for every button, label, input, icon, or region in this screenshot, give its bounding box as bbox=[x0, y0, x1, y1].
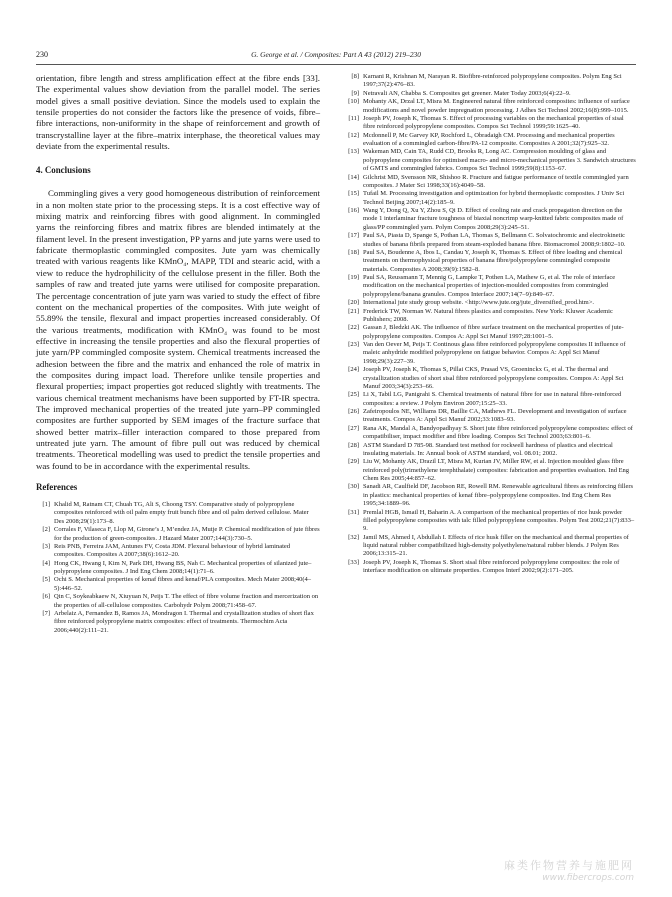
reference-text: Paul SA, Piasta D, Spange S, Pothan LA, Thomas S, Bellmann C. Solvatochromic and electrokinetic studies of banana fibrils prepared from steam-exploded banana fibre. Biomacromol 2008;9:1802–10. bbox=[363, 232, 626, 248]
reference-item bbox=[343, 299, 636, 307]
reference-number: [32] bbox=[348, 533, 359, 541]
reference-item bbox=[343, 366, 636, 391]
left-column bbox=[36, 73, 320, 635]
reference-text: Karnani R, Krishnan M, Narayan R. Biofibre-reinforced polypropylene composites. Polym Eng Sci 1997;37(2):476–83. bbox=[363, 73, 622, 89]
reference-text: Netravali AN, Chabba S. Composites get greener. Mater Today 2003;6(4):22–9. bbox=[363, 89, 571, 97]
reference-item bbox=[36, 610, 320, 635]
reference-text: Joseph PV, Joseph K, Thomas S. Effect of processing variables on the mechanical properties of sisal fibre reinforced polypropylene composites. Compos Sci Technol 1999;59:1625–40. bbox=[363, 114, 624, 131]
reference-text: Mcdonnell P, Mc Garvey KP, Rochford L, Obradaigh CM. Processing and mechanical properties evaluation of a commingled carbon-fibre/PA-12 composite. Composites A 2001;32(7):925–32. bbox=[363, 131, 615, 147]
reference-number: [26] bbox=[348, 408, 359, 415]
reference-item bbox=[343, 190, 636, 207]
reference-number: [3] bbox=[42, 542, 50, 550]
watermark-title: 麻类作物营养与施肥网 bbox=[504, 859, 634, 872]
reference-item bbox=[343, 174, 636, 191]
reference-number: [31] bbox=[348, 508, 359, 516]
reference-item bbox=[343, 308, 636, 325]
reference-number: [19] bbox=[348, 274, 359, 281]
reference-text: Ochi S. Mechanical properties of kenaf fibres and kenaf/PLA composites. Mech Mater 2008;40(4–5):446–52. bbox=[54, 576, 312, 592]
reference-item bbox=[343, 425, 636, 442]
watermark-url: www.fibercrops.com bbox=[542, 873, 634, 883]
reference-item bbox=[36, 560, 320, 577]
reference-number: [23] bbox=[348, 341, 359, 348]
reference-item bbox=[36, 501, 320, 526]
reference-text: Liu W, Mohanty AK, Drazil LT, Misra M, Kurian JV, Miller RW, et al. Injection moulded glass fibre reinforced poly(trimethylene terephthalate) composites: fabrication and properties evaluation. Ind Eng Chem Res 2005;44:857–62. bbox=[363, 458, 630, 482]
reference-text: ASTM Standard D 785-98. Standard test method for rockwell hardness of plastics and electrical insulating materials. In: Annual book of ASTM standard, vol. 08.01; 2002. bbox=[363, 441, 613, 457]
reference-number: [5] bbox=[42, 576, 50, 584]
reference-number: [30] bbox=[348, 483, 359, 491]
reference-number: [33] bbox=[348, 558, 359, 566]
reference-item bbox=[36, 526, 320, 543]
reference-number: [14] bbox=[348, 173, 359, 181]
reference-text: Wakeman MD, Cain TA, Rudd CD, Brooks R, Long AC. Compression moulding of glass and polypropylene composites for optimised macro- and micro-mechanical properties 3. Sandwich structures of GMTS and commingled fabrics. Compos Sci Technol 1999;59(8):1153–67. bbox=[363, 148, 636, 173]
reference-number: [25] bbox=[348, 391, 359, 399]
reference-number: [13] bbox=[348, 148, 359, 156]
reference-text: Sanadi AR, Caulfield DF, Jacobson RE, Rowell RM. Renewable agricultural fibres as reinforcing fillers in plastics: mechanical properties of kenaf fibre–polypropylene composites. Ind Eng Chem Res 1995;34:1889–96. bbox=[363, 483, 634, 508]
reference-item bbox=[343, 115, 636, 132]
reference-item bbox=[343, 391, 636, 408]
reference-number: [7] bbox=[42, 609, 50, 617]
reference-item bbox=[343, 249, 636, 274]
reference-number: [16] bbox=[348, 207, 359, 214]
reference-number: [21] bbox=[348, 307, 359, 315]
reference-text: Paul SA, Boudenne A, Ibos L, Candau Y, Joseph K, Thomas S. Effect of fibre loading and chemical treatments on thermophysical properties of banana fibre/polypropylene commingled composite materials. Composites A 2008;39(9):1582–8. bbox=[363, 248, 623, 273]
reference-number: [22] bbox=[348, 324, 359, 332]
reference-number: [15] bbox=[348, 190, 359, 198]
reference-item bbox=[343, 509, 636, 534]
reference-text: Li X, Tabil LG, Panigrahi S. Chemical treatments of natural fibre for use in natural fibre-reinforced composites: a review. J Polym Environ 2007;15:25–33. bbox=[363, 391, 622, 407]
reference-text: International jute study group website. <http://www.jute.org/jute_diversified_prod.htm>. bbox=[363, 299, 595, 307]
reference-number: [8] bbox=[351, 73, 359, 80]
reference-text: Rana AK, Mandal A, Bandyopadhyay S. Short jute fibre reinforced polypropylene composites: effect of compatibiliser, impact modifier and fibre loading. Compos Sci Technol 2003;63:801–6. bbox=[363, 424, 633, 441]
reference-item bbox=[343, 341, 636, 366]
right-column bbox=[343, 73, 636, 576]
header-rule bbox=[36, 64, 636, 65]
reference-number: [27] bbox=[348, 424, 359, 432]
reference-item bbox=[343, 90, 636, 98]
reference-item bbox=[343, 458, 636, 483]
reference-item bbox=[343, 324, 636, 341]
reference-item bbox=[343, 98, 636, 115]
reference-text: Frederick TW, Norman W. Natural fibres plastics and composites. New York: Kluwer Academic Publishers; 2008. bbox=[363, 307, 613, 323]
reference-text: Hong CK, Hwang I, Kim N, Park DH, Hwang BS, Nah C. Mechanical properties of silanized jute–polypropylene composites. J Ind Eng Chem 2008;14(1):71–6. bbox=[54, 559, 312, 575]
reference-item bbox=[36, 576, 320, 593]
reference-item bbox=[343, 207, 636, 232]
references-list-left bbox=[36, 501, 320, 635]
reference-text: Tufail M. Processing investigation and optimization for hybrid thermoplastic composites. J Univ Sci Technol Beijing 2007;14(2):185–9. bbox=[363, 190, 625, 206]
reference-number: [12] bbox=[348, 131, 359, 139]
running-header: G. George et al. / Composites: Part A 43 (2012) 219–230 bbox=[251, 50, 421, 59]
reference-text: Mohanty AK, Drzal LT, Misra M. Engineered natural fibre reinforced composites: influence of surface modifications and novel powder impregnation processing. J Adhes Sci Technol 2002;16(8):999–1015. bbox=[363, 98, 630, 114]
reference-item bbox=[343, 483, 636, 508]
references-heading: References bbox=[36, 482, 78, 492]
reference-item bbox=[343, 148, 636, 173]
reference-number: [1] bbox=[42, 501, 50, 508]
reference-item bbox=[343, 73, 636, 90]
reference-text: Wang Y, Dong Q, Xu Y, Zhou S, Qi D. Effect of cooling rate and crack propagation direction on the mode 1 interlaminar fracture toughness of biaxial noncrimp warp-knitted fabric composites made of glass/PP commingled yarn. Polym Compos 2008;29(3):245–51. bbox=[363, 207, 624, 231]
reference-item bbox=[343, 442, 636, 459]
reference-text: Corrales F, Vilaseca F, Llop M, Girone’s J, M’endez JA, Mutje P. Chemical modification of jute fibres for the production of green-composites. J Hazard Mater 2007;144(3):730–5. bbox=[54, 526, 320, 542]
reference-item bbox=[343, 132, 636, 149]
reference-number: [24] bbox=[348, 366, 359, 374]
reference-text: Reis PNB, Ferreira JAM, Antunes FV, Costa JDM. Flexural behaviour of hybrid laminated composites. Composites A 2007;38(6):1612–20. bbox=[54, 542, 291, 559]
reference-text: Arbelaiz A, Fernandez B, Ramos JA, Mondragon I. Thermal and crystallization studies of short flax fibre reinforced polypropylene matrix composites: effect of treatments. Thermochim Acta 2006;440(2):111–21. bbox=[54, 609, 314, 634]
watermark bbox=[504, 857, 634, 883]
reference-number: [9] bbox=[351, 89, 359, 97]
reference-number: [20] bbox=[348, 299, 359, 307]
reference-text: Gassan J, Bledzki AK. The influence of fibre surface treatment on the mechanical properties of jute-polypropylene composites. Compos A: Appl Sci Manuf 1997;28:1001–5. bbox=[363, 324, 624, 340]
reference-text: Van den Oever M, Peijs T. Continous glass fibre reinforced polypropylene composites II influence of maleic anhydride modified polypropylene on fatigue behavior. Compos A: Appl Sci Manuf 1998;29(3):227–39. bbox=[363, 341, 626, 365]
reference-number: [17] bbox=[348, 232, 359, 240]
conclusions-paragraph: Commingling gives a very good homogeneous distribution of reinforcement in a non molten state prior to the processing steps. It is a cost effective way of mixing matrix and reinforcing fibres with good alignment. In commingled yarns the reinforcing fibres and matrix fibres are blended intimately at the filament level. In the present investigation, PP yarns and jute yarns were used to fabricate thermoplastic commingled composites. Jute yarn was chemically treated with various reagents like KMnO₄, MAPP, TDI and stearic acid, with a view to reduce the hydrophilicity of the cellulose present in the filler. Both the samples of raw and treated jute yarns were utilised for composite preparation. The percentage concentration of jute yarn was varied to study the effect of fibre content on the mechanical properties of the composites. With jute weight of 55.89% the tensile, flexural and impact properties increased considerably. Of the various treatments, modification with KMnO₄ was found to be most effective in increasing the tensile properties and also the flexural properties of jute yarn/PP commingled composite system. Chemical treatments increased the adhesion between the fibre and the matrix and enhanced the role of matrix in the composites during impact load. Therefore unlike tensile properties and flexural properties; impact properties got reduced slightly with treatments. The various chemical treatment mechanisms have been supported by FT-IR spectra. The improved mechanical properties of the treated jute yarn–PP commingled composites are further supported by SEM images of the fracture surface that showed better matrix–filler interaction compared to those prepared from untreated jute yarn. The amount of fibre pull out was reduced by chemical treatments. Theoretical modelling was used to predict the tensile properties and was found to be in accordance with the experimental results. bbox=[36, 188, 320, 471]
reference-item bbox=[36, 543, 320, 560]
reference-item bbox=[343, 274, 636, 299]
reference-text: Paul SA, Reussmann T, Mennig G, Lampke T, Pothen LA, Mathew G, et al. The role of interface modification on the mechanical properties of injection-moulded composites from commingled polypropylene/banana granules. Compos Interface 2007;14(7–9):849–67. bbox=[363, 274, 616, 298]
reference-number: [29] bbox=[348, 458, 359, 466]
reference-text: Jamil MS, Ahmed I, Abdullah I. Effects of rice husk filler on the mechanical and thermal properties of liquid natural rubber compatibilized high-density polyethylene/natural rubber blends. J Polym Res 2006;13:315–21. bbox=[363, 533, 629, 558]
reference-number: [4] bbox=[42, 559, 50, 567]
reference-text: Premlal HGB, Ismail H, Baharin A. A comparison of the mechanical properties of rice husk powder filled polypropylene composites with talc filled polypropylene composites. Polym Test 2002;21(7):833–9. bbox=[363, 508, 635, 533]
conclusions-heading: 4. Conclusions bbox=[36, 165, 91, 176]
page-number: 230 bbox=[36, 50, 48, 59]
reference-text: Joseph PV, Joseph K, Thomas S. Short sisal fibre reinforced polypropylene composites: the role of interface modification on ultimate properties. Compos Interf 2002;9(2):171–205. bbox=[363, 558, 620, 575]
reference-number: [28] bbox=[348, 441, 359, 449]
reference-number: [11] bbox=[348, 114, 359, 122]
reference-item bbox=[343, 534, 636, 559]
reference-text: Khalid M, Ratnam CT, Chuah TG, Ali S, Choong TSY. Comparative study of polypropylene composites reinforced with oil palm empty fruit bunch fibre and oil palm derived cellulose. Mater Des 2008;29(1):173–8. bbox=[54, 501, 309, 525]
reference-text: Gilchrist MD, Svensson NR, Shishoo R. Fracture and fatigue performance of textile commingled yarn composites. J Mater Sci 1998;33(16):4049–58. bbox=[363, 173, 629, 189]
reference-number: [2] bbox=[42, 526, 50, 534]
reference-text: Qin C, Soykeabkaew N, Xiuyuan N, Peijs T. The effect of fibre volume fraction and mercerization on the properties of all-cellulose composites. Carbohydr Polym 2008;71:458–67. bbox=[54, 593, 319, 609]
reference-number: [6] bbox=[42, 593, 50, 601]
reference-number: [10] bbox=[348, 98, 359, 106]
reference-item bbox=[343, 232, 636, 249]
reference-item bbox=[343, 408, 636, 425]
reference-item bbox=[343, 559, 636, 576]
reference-text: Zafeiropoulos NE, Williams DR, Baillie CA, Mathews FL. Development and investigation of surface treatments. Compos A: Appl Sci Manuf 2002;33:1083–93. bbox=[363, 408, 627, 424]
reference-number: [18] bbox=[348, 248, 359, 256]
reference-item bbox=[36, 593, 320, 610]
references-list-right bbox=[343, 73, 636, 576]
reference-text: Joseph PV, Joseph K, Thomas S, Pillai CKS, Prasad VS, Groeninckx G, et al. The thermal and crystallization studies of short sisal fibre reinforced polypropylene composites. Compos A: Appl Sci Manuf 2003;34(3):253–66. bbox=[363, 366, 624, 390]
continuation-paragraph: orientation, fibre length and stress amplification effect at the fibre ends [33]. The experimental values show deviation from the parallel model. The series model gives a small positive deviation. Since the models used to explain the tensile properties do not consider the factors like the presence of voids, fibre–fibre interactions, non-uniformity in the shape of reinforcement and growth of transcrystalline layer at the fibre–matrix interphase, the theoretical values may deviate from the experimental results. bbox=[36, 73, 320, 152]
